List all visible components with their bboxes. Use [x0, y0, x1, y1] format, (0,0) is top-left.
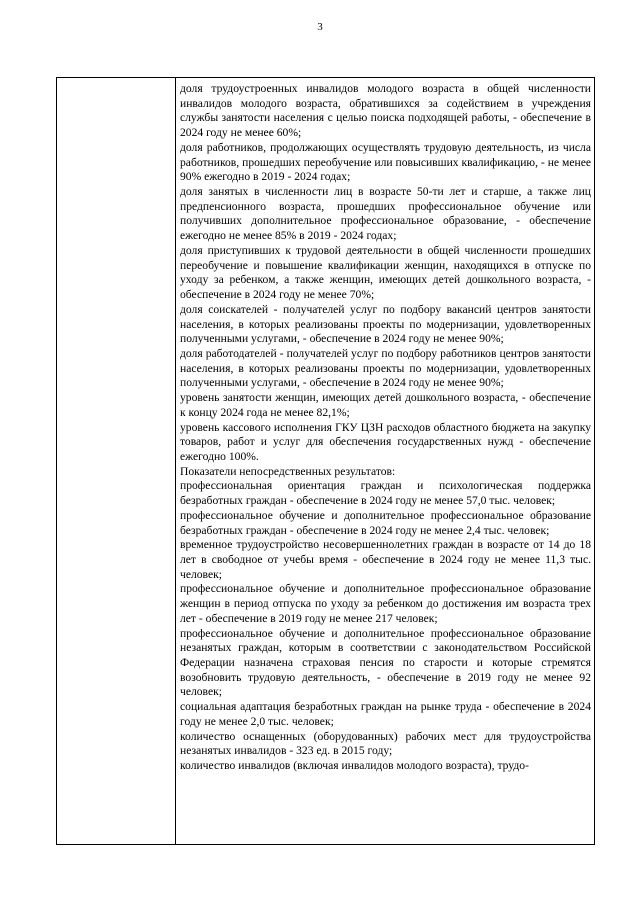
paragraph: количество инвалидов (включая инвалидов молодого возраста), трудо- [180, 759, 529, 773]
paragraph: временное трудоустройство несовершеннолетних граждан в возрасте от 14 до 18 лет в свободное от учебы время - обеспечение в 2024 году не менее 11,3 тыс. человек; [180, 538, 591, 581]
paragraph: доля соискателей - получателей услуг по подбору вакансий центров занятости населения, в которых реализованы проекты по модернизации, удовлетворенных полученными услугами, - обеспечение в 2024 году не менее 90%; [180, 302, 591, 346]
paragraph: доля работодателей - получателей услуг по подбору работников центров занятости населения, в которых реализованы проекты по модернизации, удовлетворенных полученными услугами, - обеспечение в 2024 году не менее 90%; [180, 346, 591, 390]
table-left-cell [57, 78, 176, 844]
paragraph: доля работников, продолжающих осуществлять трудовую деятельность, из числа работников, прошедших переобучение или повысивших квалификацию, - не менее 90% ежегодно в 2019 - 2024 годах; [180, 140, 591, 184]
paragraph: социальная адаптация безработных граждан на рынке труда - обеспечение в 2024 году не менее 2,0 тыс. человек; [180, 700, 591, 728]
paragraph: уровень кассового исполнения ГКУ ЦЗН расходов областного бюджета на закупку товаров, работ и услуг для обеспечения государственных нужд - обеспечение ежегодно 100%. [180, 420, 591, 463]
paragraph: количество оснащенных (оборудованных) рабочих мест для трудоустройства незанятых инвалидов - 323 ед. в 2015 году; [180, 729, 591, 758]
paragraph: профессиональное обучение и дополнительное профессиональное образование безработных граждан - обеспечение в 2024 году не менее 2,4 тыс. человек; [180, 508, 591, 537]
document-table [56, 77, 595, 845]
paragraph: Показатели непосредственных результатов: [180, 464, 396, 478]
paragraph: профессиональная ориентация граждан и психологическая поддержка безработных граждан - обеспечение в 2024 году не менее 57,0 тыс. человек; [180, 479, 591, 508]
paragraph: доля трудоустроенных инвалидов молодого возраста в общей численности инвалидов молодого возраста, обратившихся за содействием в учреждения службы занятости населения с целью поиска подходящей работы, - обеспечение в 2024 году не менее 60%; [180, 82, 591, 140]
table-right-cell [176, 78, 594, 844]
paragraph: доля приступивших к трудовой деятельности в общей численности прошедших переобучение и повышение квалификации женщин, находящихся в отпуске по уходу за ребенком, а также женщин, имеющих детей дошкольного возраста, - обеспечение в 2024 году не менее 70%; [180, 243, 591, 302]
paragraph: доля занятых в численности лиц в возрасте 50-ти лет и старше, а также лиц предпенсионного возраста, прошедших профессиональное обучение или получивших дополнительное профессиональное образование, - обеспечение ежегодно не менее 85% в 2019 - 2024 годах; [180, 185, 591, 243]
paragraph: профессиональное обучение и дополнительное профессиональное образование женщин в период отпуска по уходу за ребенком до достижения им возраста трех лет - обеспечение в 2019 году не менее 217 человек; [180, 582, 591, 625]
paragraph: профессиональное обучение и дополнительное профессиональное образование незанятых граждан, которым в соответствии с законодательством Российской Федерации назначена страховая пенсия по старости и которые стремятся возобновить трудовую деятельность, - обеспечение в 2019 году не менее 92 человек; [180, 626, 591, 699]
page-number: 3 [317, 21, 323, 33]
paragraph: уровень занятости женщин, имеющих детей дошкольного возраста, - обеспечение к концу 2024 года не менее 82,1%; [180, 391, 591, 419]
